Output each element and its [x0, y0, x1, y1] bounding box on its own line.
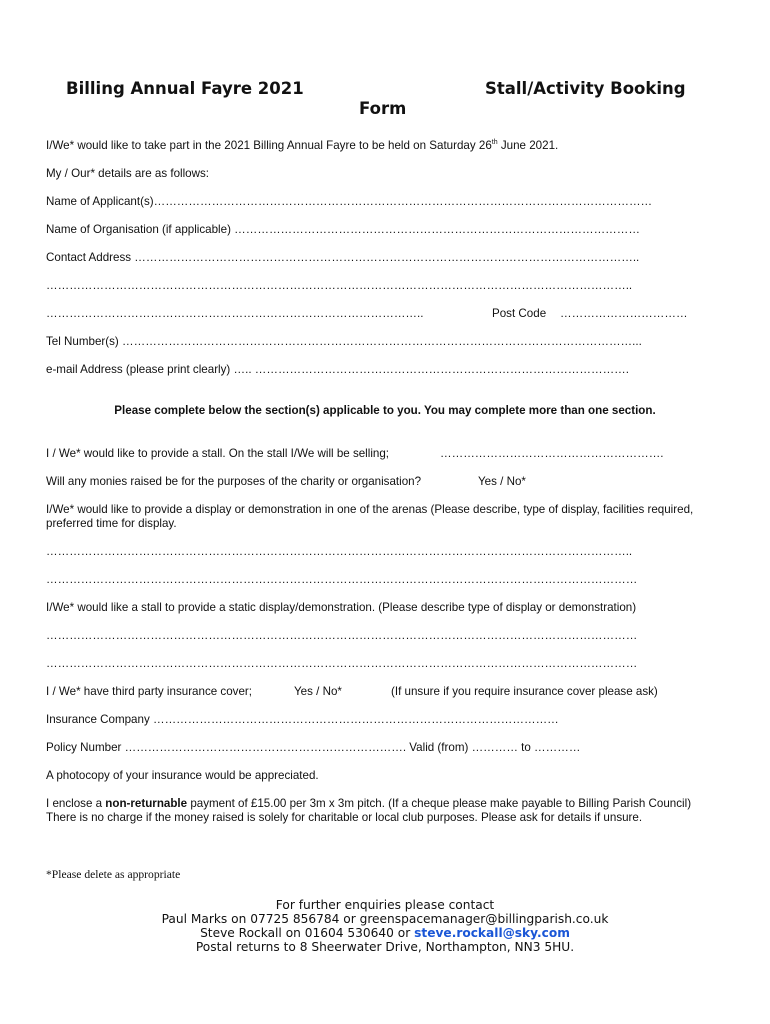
arena-field-1[interactable]: …………………………………………………………………………………………………………………………………….. [46, 545, 633, 558]
intro-text [46, 139, 558, 152]
delete-note: *Please delete as appropriate [46, 868, 181, 881]
monies-question: Will any monies raised be for the purposes of the charity or organisation? [46, 475, 422, 488]
footer-line3-prefix: Steve Rockall on 01604 530640 or [200, 926, 415, 940]
payment-part2: payment of £15.00 per 3m x 3m pitch. (If a cheque please make payable to Billing Parish Council) There is no charge if the money raised is solely for charitable or local club purposes. Please ask for details if unsure. [46, 797, 692, 824]
applicant-field[interactable]: Name of Applicant(s)………………………………………………………………………………………………………………… [46, 195, 653, 208]
title-wrap: Form [359, 99, 407, 118]
organisation-field[interactable]: Name of Organisation (if applicable) …………………………………………………………………………………………… [46, 223, 640, 236]
photocopy-note: A photocopy of your insurance would be appreciated. [46, 769, 319, 782]
footer-line-1: For further enquiries please contact [275, 898, 495, 912]
static-text: I/We* would like a stall to provide a static display/demonstration. (Please describe type of display or demonstration) [46, 601, 637, 614]
payment-text [46, 797, 724, 825]
arena-field-2[interactable]: ……………………………………………………………………………………………………………………………………… [46, 573, 638, 586]
postcode-field[interactable]: …………………………… [560, 307, 688, 320]
payment-part1: I enclose a [46, 797, 106, 810]
address-line-3[interactable]: …………………………………………………………………………………….. [46, 307, 424, 320]
intro-sup: th [491, 139, 498, 147]
title-left: Billing Annual Fayre 2021 [66, 79, 304, 98]
section-instruction: Please complete below the section(s) applicable to you. You may complete more than one section. [114, 404, 656, 417]
insurance-unsure: (If unsure if you require insurance cover please ask) [391, 685, 658, 698]
insurance-yes-no[interactable]: Yes / No* [294, 685, 342, 698]
intro-part2: June 2021. [497, 139, 559, 152]
stall-line: I / We* would like to provide a stall. On the stall I/We will be selling; [46, 447, 390, 460]
footer-line-4: Postal returns to 8 Sheerwater Drive, Northampton, NN3 5HU. [195, 940, 575, 954]
footer-line-2: Paul Marks on 07725 856784 or greenspacemanager@billingparish.co.uk [161, 912, 609, 926]
intro-part1: I/We* would like to take part in the 2021 Billing Annual Fayre to be held on Saturday 26 [46, 139, 492, 152]
tel-field[interactable]: Tel Number(s) ……………………………………………………………………………………………………………………... [46, 335, 642, 348]
policy-number-field[interactable]: Policy Number ………………………………………………………………. Valid (from) ………… to ………… [46, 741, 581, 754]
insurance-line: I / We* have third party insurance cover; [46, 685, 252, 698]
address-line-2[interactable]: …………………………………………………………………………………………………………………………………….. [46, 279, 633, 292]
contact-address-field[interactable]: Contact Address ………………………………………………………………………………………………………………….. [46, 251, 640, 264]
footer-line-3 [0, 926, 770, 940]
static-field-1[interactable]: ……………………………………………………………………………………………………………………………………… [46, 629, 638, 642]
static-field-2[interactable]: ……………………………………………………………………………………………………………………………………… [46, 657, 638, 670]
footer-email-link[interactable]: steve.rockall@sky.com [414, 926, 570, 940]
email-field[interactable]: e-mail Address (please print clearly) ….. ……………………………………………………………………………………. [46, 363, 629, 376]
stall-selling-field[interactable]: …………………………………………………. [440, 447, 664, 460]
details-label: My / Our* details are as follows: [46, 167, 210, 180]
monies-yes-no[interactable]: Yes / No* [478, 475, 526, 488]
insurance-company-field[interactable]: Insurance Company …………………………………………………………………………………………… [46, 713, 559, 726]
postcode-label: Post Code [492, 307, 547, 320]
payment-bold: non-returnable [105, 797, 188, 810]
arena-text: I/We* would like to provide a display or demonstration in one of the arenas (Please describe, type of display, facilities required, preferred time for display. [46, 503, 694, 530]
title-right: Stall/Activity Booking [485, 79, 686, 98]
